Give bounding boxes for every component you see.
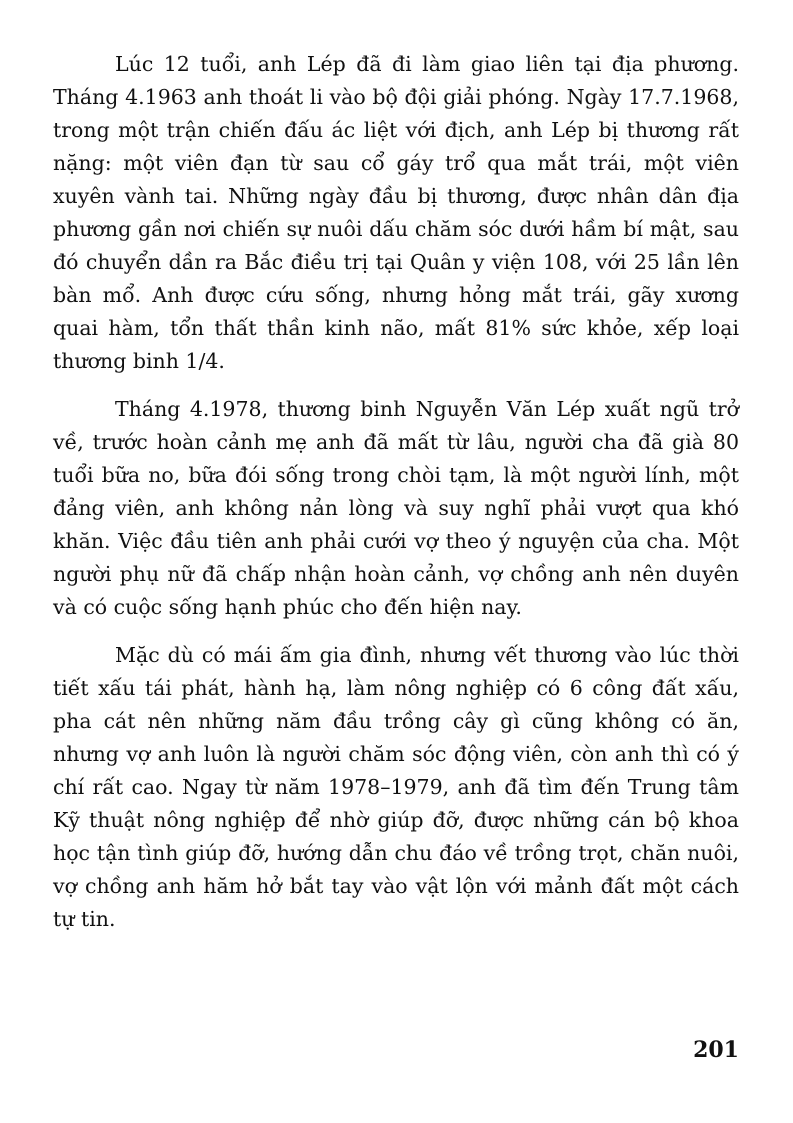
- paragraph-1: Lúc 12 tuổi, anh Lép đã đi làm giao liên tại địa phương. Tháng 4.1963 anh thoát li vào bộ đội giải phóng. Ngày 17.7.1968, trong một trận chiến đấu ác liệt với địch, anh Lép bị thương rất nặng: một viên đạn từ sau cổ gáy trổ qua mắt trái, một viên xuyên vành tai. Những ngày đầu bị thương, được nhân dân địa phương gần nơi chiến sự nuôi dấu chăm sóc dưới hầm bí mật, sau đó chuyển dần ra Bắc điều trị tại Quân y viện 108, với 25 lần lên bàn mổ. Anh được cứu sống, nhưng hỏng mắt trái, gãy xương quai hàm, tổn thất thần kinh não, mất 81% sức khỏe, xếp loại thương binh 1/4.: [53, 52, 739, 373]
- page-body: [53, 48, 739, 951]
- page-number: 201: [693, 1037, 739, 1063]
- paragraph-3: Mặc dù có mái ấm gia đình, nhưng vết thương vào lúc thời tiết xấu tái phát, hành hạ, làm nông nghiệp có 6 công đất xấu, pha cát nên những năm đầu trồng cây gì cũng không có ăn, nhưng vợ anh luôn là người chăm sóc động viên, còn anh thì có ý chí rất cao. Ngay từ năm 1978–1979, anh đã tìm đến Trung tâm Kỹ thuật nông nghiệp để nhờ giúp đỡ, được những cán bộ khoa học tận tình giúp đỡ, hướng dẫn chu đáo về trồng trọt, chăn nuôi, vợ chồng anh hăm hở bắt tay vào vật lộn với mảnh đất một cách tự tin.: [53, 643, 739, 931]
- paragraph-2: Tháng 4.1978, thương binh Nguyễn Văn Lép xuất ngũ trở về, trước hoàn cảnh mẹ anh đã mất từ lâu, người cha đã già 80 tuổi bữa no, bữa đói sống trong chòi tạm, là một người lính, một đảng viên, anh không nản lòng và suy nghĩ phải vượt qua khó khăn. Việc đầu tiên anh phải cưới vợ theo ý nguyện của cha. Một người phụ nữ đã chấp nhận hoàn cảnh, vợ chồng anh nên duyên và có cuộc sống hạnh phúc cho đến hiện nay.: [53, 397, 739, 619]
